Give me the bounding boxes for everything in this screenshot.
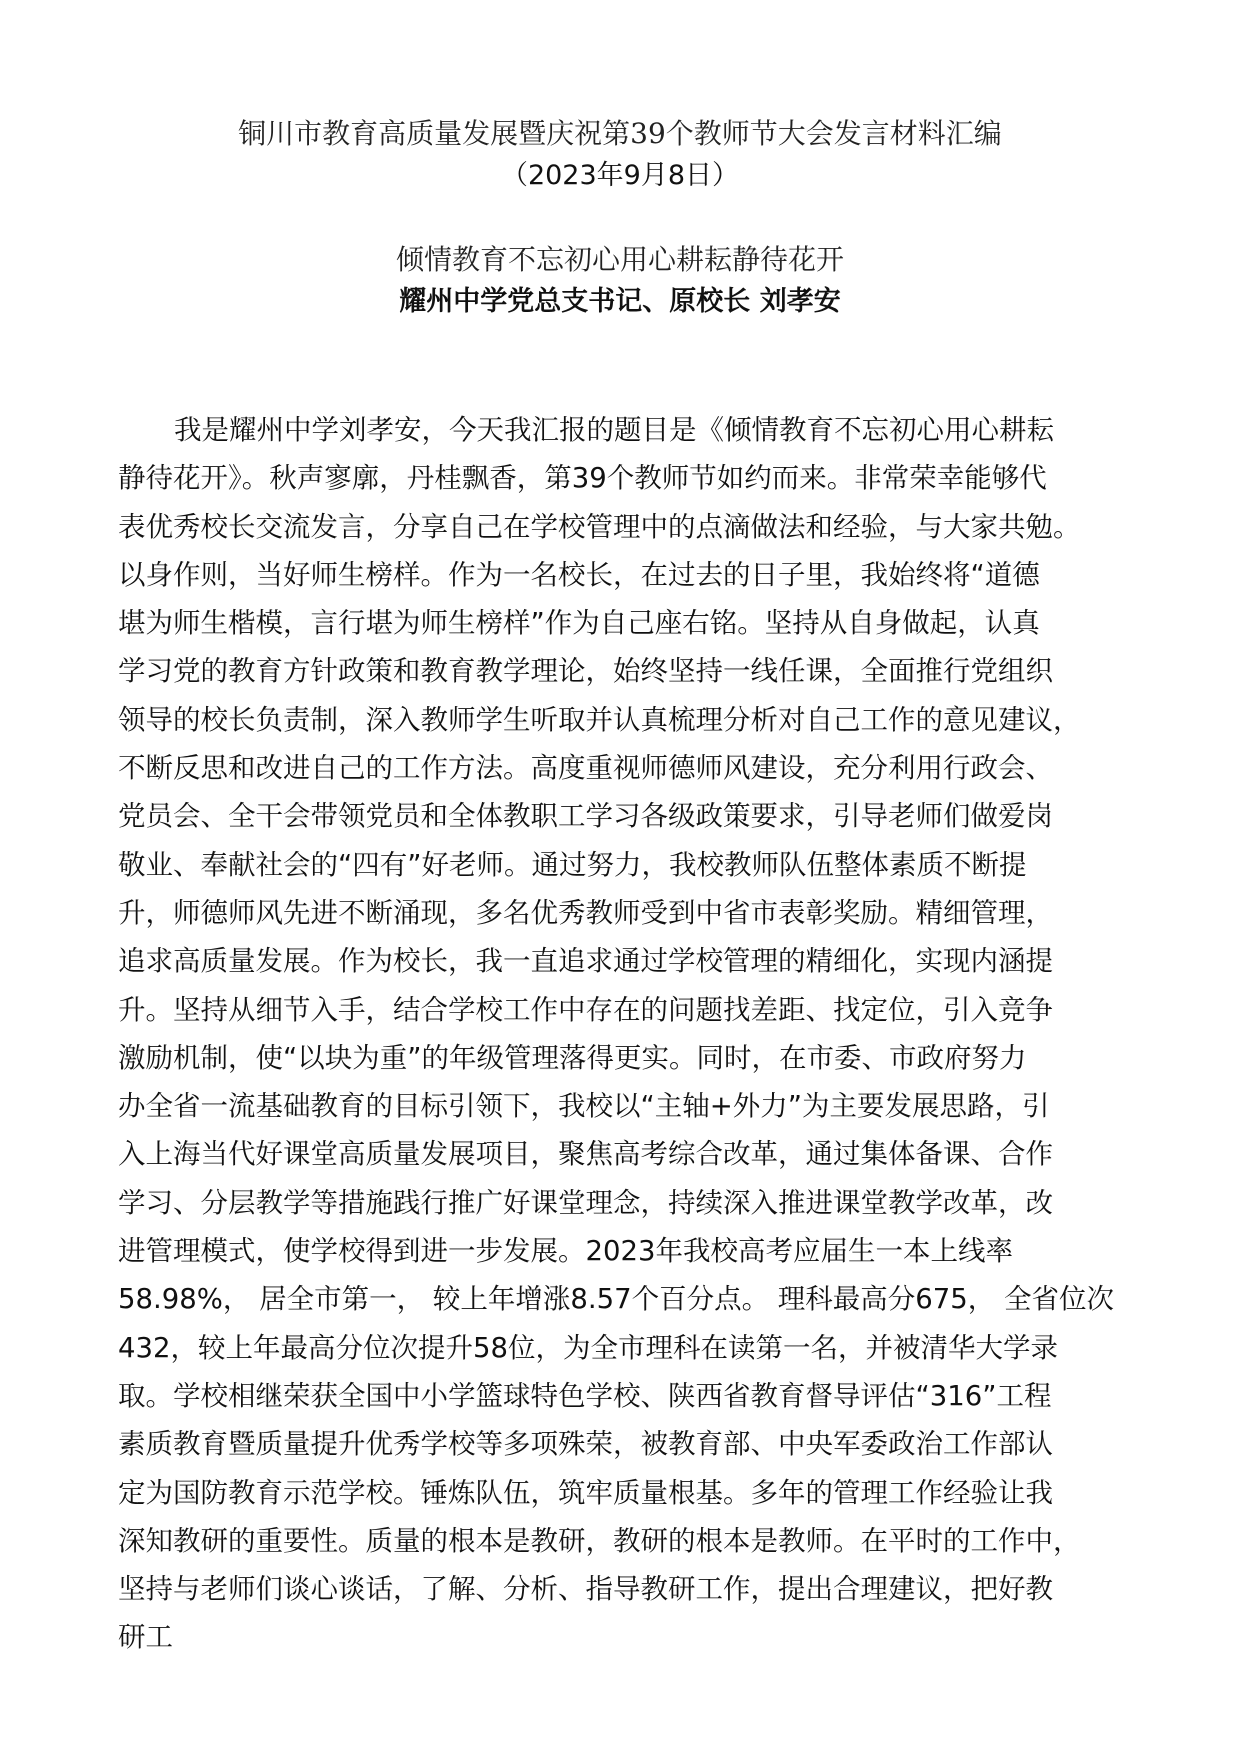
body-line: 表优秀校长交流发言，分享自己在学校管理中的点滴做法和经验，与大家共勉。 bbox=[118, 510, 1081, 543]
body-line: 敬业、奉献社会的“四有”好老师。通过努力，我校教师队伍整体素质不断提 bbox=[118, 848, 1027, 881]
speaker-line: 耀州中学党总支书记、原校长 刘孝安 bbox=[399, 286, 841, 317]
body-line: 取。学校相继荣获全国中小学篮球特色学校、陕西省教育督导评估“316”工程 bbox=[118, 1379, 1052, 1412]
body-line: 堪为师生楷模，言行堪为师生榜样”作为自己座右铭。坚持从自身做起，认真 bbox=[118, 607, 1040, 640]
body-line: 深知教研的重要性。质量的根本是教研，教研的根本是教师。在平时的工作中， bbox=[118, 1524, 1081, 1557]
body-line: 追求高质量发展。作为校长，我一直追求通过学校管理的精细化，实现内涵提 bbox=[118, 945, 1053, 978]
body-line: 升。坚持从细节入手，结合学校工作中存在的问题找差距、找定位，引入竞争 bbox=[118, 993, 1053, 1026]
body-line: 我是耀州中学刘孝安，今天我汇报的题目是《倾情教育不忘初心用心耕耘 bbox=[174, 414, 1054, 446]
body-line: 进管理模式，使学校得到进一步发展。2023年我校高考应届生一本上线率 bbox=[118, 1235, 1013, 1268]
body-line: 静待花开》。秋声寥廓，丹桂飘香，第39个教师节如约而来。非常荣幸能够代 bbox=[118, 462, 1047, 495]
body-line: 党员会、全干会带领党员和全体教职工学习各级政策要求，引导老师们做爱岗 bbox=[118, 800, 1053, 833]
body-line: 不断反思和改进自己的工作方法。高度重视师德师风建设，充分利用行政会、 bbox=[118, 752, 1053, 785]
body-line: 研工 bbox=[118, 1621, 173, 1654]
body-line: 升，师德师风先进不断涌现，多名优秀教师受到中省市表彰奖励。精细管理， bbox=[118, 896, 1053, 929]
speech-title: 倾情教育不忘初心用心耕耘静待花开 bbox=[395, 243, 844, 276]
body-line: 学习党的教育方针政策和教育教学理论，始终坚持一线任课，全面推行党组织 bbox=[118, 655, 1053, 688]
body-line: 学习、分层教学等措施践行推广好课堂理念，持续深入推进课堂教学改革，改 bbox=[118, 1186, 1053, 1219]
body-line: 坚持与老师们谈心谈话，了解、分析、指导教研工作，提出合理建议，把好教 bbox=[118, 1573, 1053, 1606]
body-line: 定为国防教育示范学校。锤炼队伍，筑牢质量根基。多年的管理工作经验让我 bbox=[118, 1476, 1053, 1509]
speech-body bbox=[118, 406, 1138, 1662]
document-date: （2023年9月8日） bbox=[500, 160, 740, 191]
body-line: 办全省一流基础教育的目标引领下，我校以“主轴+外力”为主要发展思路，引 bbox=[118, 1090, 1050, 1123]
body-line: 领导的校长负责制，深入教师学生听取并认真梳理分析对自己工作的意见建议， bbox=[118, 703, 1081, 736]
body-line: 58.98%， 居全市第一， 较上年增涨8.57个百分点。 理科最高分675， 全省位次 bbox=[118, 1283, 1115, 1316]
body-line: 432，较上年最高分位次提升58位，为全市理科在读第一名，并被清华大学录 bbox=[118, 1331, 1058, 1364]
body-line: 素质教育暨质量提升优秀学校等多项殊荣，被教育部、中央军委政治工作部认 bbox=[118, 1428, 1053, 1461]
body-line: 以身作则，当好师生榜样。作为一名校长，在过去的日子里，我始终将“道德 bbox=[118, 558, 1040, 591]
document-title: 铜川市教育高质量发展暨庆祝第39个教师节大会发言材料汇编 bbox=[238, 117, 1002, 150]
body-line: 激励机制，使“以块为重”的年级管理落得更实。同时，在市委、市政府努力 bbox=[118, 1041, 1027, 1074]
body-line: 入上海当代好课堂高质量发展项目，聚焦高考综合改革，通过集体备课、合作 bbox=[118, 1138, 1053, 1171]
